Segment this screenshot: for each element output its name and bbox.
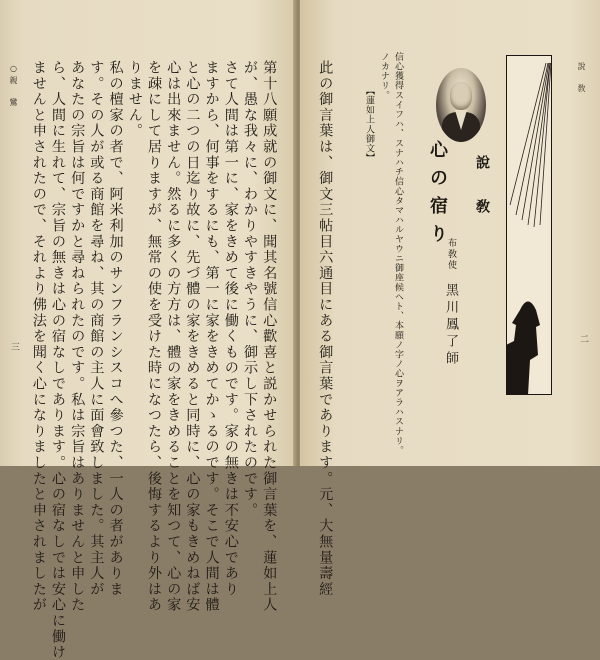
main-title: 心の宿り	[427, 140, 448, 252]
body-text-column: 私の檀家の者で、阿米利加のサンフランシスコへ參つた、一人の者がありま	[107, 60, 124, 598]
body-text-column: す。その人が或る商館を尋ね、其の商館の主人に面會致しました。其主人が	[88, 60, 105, 598]
right-page-header: 說 敎	[577, 62, 586, 95]
left-page-number: 三	[9, 342, 19, 354]
body-text-column: さて人間は第一に、家をきめて後に働くものです。家の無きは不安心であり	[222, 60, 239, 598]
body-text-column: りません。	[126, 60, 143, 139]
right-page-number: 二	[578, 334, 588, 346]
body-text-column: ら、人間に生れて、宗旨の無きは心の宿なしであります。心の宿なしでは安心に働け	[50, 60, 66, 660]
body-text-column: が、愚な我々に、わかりやすきやうに、御示し下されたのです。	[242, 60, 258, 519]
author-name: 黑川鳳了師	[443, 283, 458, 368]
body-text-column: を疎にして居りますが、無常の使を受けた時になつたら、後悔するより外はあ	[146, 60, 162, 613]
body-text-column: ませんと申されたので、それより佛法を聞く心になりましたと申されましたが	[30, 60, 47, 613]
author-portrait	[436, 68, 486, 142]
body-text-column: 第十八願成就の御文に、聞其名號信心歡喜と説かせられた御言葉を、蓮如上人	[261, 60, 278, 613]
author-role: 布敎使	[446, 238, 456, 271]
scripture-quote-line-1: 信心獲得スイフハ、スナハチ信心タマハルヤウニ御座候ヘト、本願ノ字ノ心ヲアラハスナリ。	[393, 52, 403, 456]
body-text-column: あなたの宗旨は何ですかと尋ねられたのです。私は宗旨はありませんと申した	[69, 60, 86, 613]
left-page-header: ○親 鸞	[9, 64, 18, 109]
scripture-quote-line-2: ノカナリ。	[379, 52, 389, 100]
quote-source-badge: 【蓮如上人御文】	[364, 86, 374, 163]
body-text-column: 心は出來ません。然るに多くの方方は、體の家をきめることを知つて、心の家	[165, 60, 182, 613]
right-page	[300, 0, 600, 466]
body-text-column: ますから、何事をするにも、第一に家をきめてかゝるのです。そこで人間は體	[203, 60, 220, 613]
decorative-lantern-illustration	[506, 55, 552, 395]
body-text-column: 此の御言葉は、御文三帖目六通目にある御言葉であります。元、大無量壽經	[317, 60, 334, 598]
body-text-column: と心の二つの日迄り故に、先づ體の家をきめると同時に、心の家もきめねば安	[184, 60, 201, 613]
section-title: 說 敎	[474, 155, 490, 221]
